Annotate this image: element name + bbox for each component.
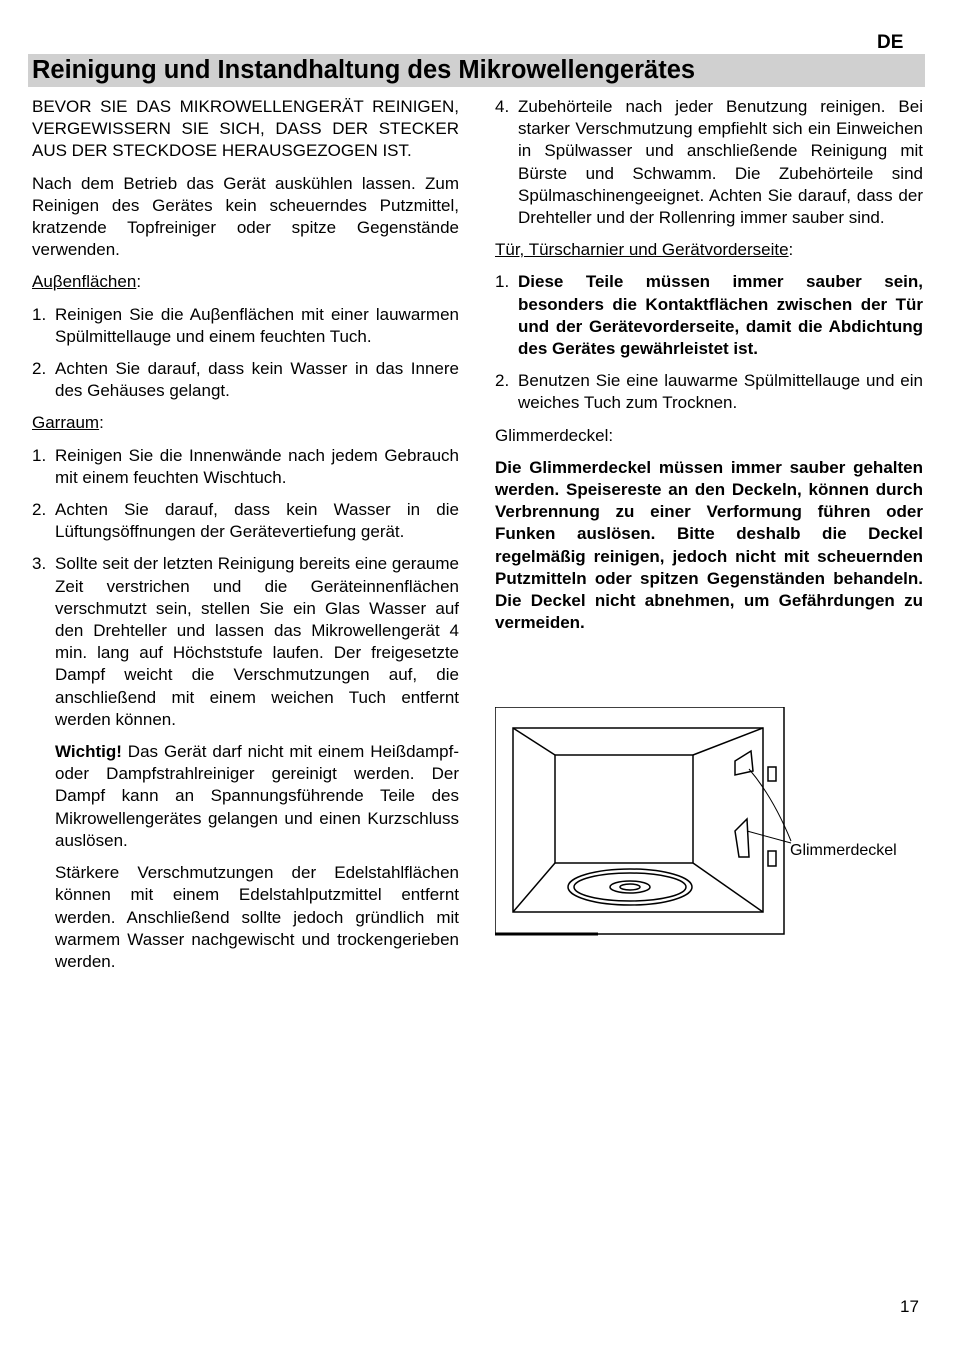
list-item (495, 96, 923, 229)
turntable-outer (568, 869, 692, 905)
list-number: 1. (495, 272, 510, 292)
cavity-heading (32, 412, 459, 434)
door-heading-text: Tür, Türscharnier und Gerätvorderseite (495, 240, 789, 260)
unplug-warning: BEVOR SIE DAS MIKROWELLENGERÄT REINIGEN, VERGEWISSERN SIE SICH, DASS DER STECKER AUS DER STECKDOSE HERAUSGEZOGEN IST. (32, 97, 459, 161)
turntable-inner (574, 873, 686, 901)
accessories-list (495, 96, 923, 229)
mica-slot-bottom (768, 851, 776, 866)
title-bar (28, 54, 925, 87)
door-heading (495, 239, 923, 261)
list-number: 2. (495, 371, 510, 391)
list-text: Reinigen Sie die Auβenflächen mit einer lauwarmen Spülmittellauge und einem feuchten Tuch. (55, 304, 459, 346)
list-text: Reinigen Sie die Innenwände nach jedem Gebrauch mit einem feuchten Wischtuch. (55, 445, 459, 487)
list-text: Achten Sie darauf, dass kein Wasser in das Innere des Gehäuses gelangt. (55, 359, 459, 401)
list-item (32, 445, 459, 489)
stainless-steel-note: Stärkere Verschmutzungen der Edelstahlflächen können mit einem Edelstahlputzmittel entfernt werden. Anschließend sollte jedoch gründlich mit warmem Wasser nachgewischt und trockengerieben werden. (55, 863, 459, 971)
microwave-diagram-svg (495, 707, 915, 937)
cavity-back-wall (555, 755, 693, 863)
list-number: 1. (32, 304, 47, 324)
list-number: 2. (32, 500, 47, 520)
left-column (32, 96, 459, 983)
cavity-list (32, 445, 459, 731)
list-text: Diese Teile müssen immer sauber sein, besonders die Kontaktflächen zwischen der Tür und der Gerätevorderseite, damit die Abdichtung des Gerätes gewährleistet ist. (518, 272, 923, 359)
mica-paragraph: Die Glimmerdeckel müssen immer sauber gehalten werden. Speisereste an den Deckeln, können durch Verbrennung zu einer Verformung führen oder Funken auslösen. Bitte deshalb die Deckel regelmäßig reinigen, jedoch nicht mit scheuernden Putzmitteln oder spitzen Gegenständen behandeln. Die Deckel nicht abnehmen, um Gefährdungen zu vermeiden. (495, 457, 923, 633)
mica-cover-label: Glimmerdeckel (790, 842, 897, 859)
outer-surfaces-heading-colon: : (136, 272, 142, 292)
list-item (32, 304, 459, 348)
list-number: 4. (495, 97, 510, 116)
list-number: 2. (32, 359, 47, 379)
intro-paragraph: Nach dem Betrieb das Gerät auskühlen lassen. Zum Reinigen des Gerätes kein scheuerndes Putzmittel, kratzende Topfreiniger oder spitze Gegenstände verwenden. (32, 173, 459, 260)
list-text: Sollte seit der letzten Reinigung bereits eine geraume Zeit verstrichen und die Geräteinnenflächen verschmutzt sein, stellen Sie ein Glas Wasser auf den Drehteller und lassen das Mikrowellengerät 4 min. lang auf Höchststufe laufen. Der freigesetzte Dampf weicht die Verschmutzungen auf, die anschließend mit einem weichen Tuch entfernt werden können. (55, 554, 459, 729)
cavity-heading-text: Garraum (32, 413, 100, 433)
important-text: Das Gerät darf nicht mit einem Heißdampf- oder Dampfstrahlreiniger gereinigt werden. Der Dampf kann an Spannungsführende Teile des Mikrowellengerätes gelangen und einen Kurzschluss auslösen. (55, 742, 459, 850)
outer-surfaces-heading (32, 271, 459, 293)
cavity-heading-colon: : (99, 413, 104, 433)
mica-cover-top (735, 751, 753, 775)
turntable-center (620, 884, 640, 890)
list-item (495, 370, 923, 414)
microwave-diagram (495, 707, 915, 937)
list-item (495, 271, 923, 360)
list-text: Achten Sie darauf, dass kein Wasser in die Lüftungsöffnungen der Gerätevertiefung gerät. (55, 500, 459, 542)
list-item (32, 553, 459, 731)
important-label: Wichtig! (55, 742, 122, 762)
outer-surfaces-list (32, 304, 459, 403)
list-item (32, 499, 459, 543)
door-list (495, 271, 923, 414)
page-number: 17 (900, 1297, 919, 1316)
perspective-line (513, 728, 555, 755)
mica-cover-bottom (735, 819, 749, 857)
perspective-line (693, 728, 763, 755)
list-text: Zubehörteile nach jeder Benutzung reinigen. Bei starker Verschmutzung empfiehlt sich ein Einweichen in Spülwasser und anschließende Reinigung mit Bürste und Schwamm. Die Zubehörteile sind Spülmaschinengeeignet. Achten Sie darauf, dass der Drehteller und der Rollenring immer sauber sind. (518, 97, 923, 228)
page-title: Reinigung und Instandhaltung des Mikrowellengerätes (32, 56, 696, 84)
right-column (495, 96, 923, 644)
language-code: DE (877, 32, 904, 53)
perspective-line (513, 863, 555, 912)
important-note (32, 741, 459, 852)
list-number: 3. (32, 554, 47, 574)
perspective-line (693, 863, 763, 912)
outer-frame (495, 707, 784, 934)
door-heading-colon: : (788, 240, 794, 260)
outer-surfaces-heading-text: Auβenflächen (32, 272, 137, 292)
mica-slot-top (768, 767, 776, 781)
list-item (32, 358, 459, 402)
turntable-hub (610, 881, 650, 893)
list-number: 1. (32, 445, 47, 465)
list-text: Benutzen Sie eine lauwarme Spülmittellauge und ein weiches Tuch zum Trocknen. (518, 371, 923, 413)
mica-heading: Glimmerdeckel: (495, 425, 614, 445)
